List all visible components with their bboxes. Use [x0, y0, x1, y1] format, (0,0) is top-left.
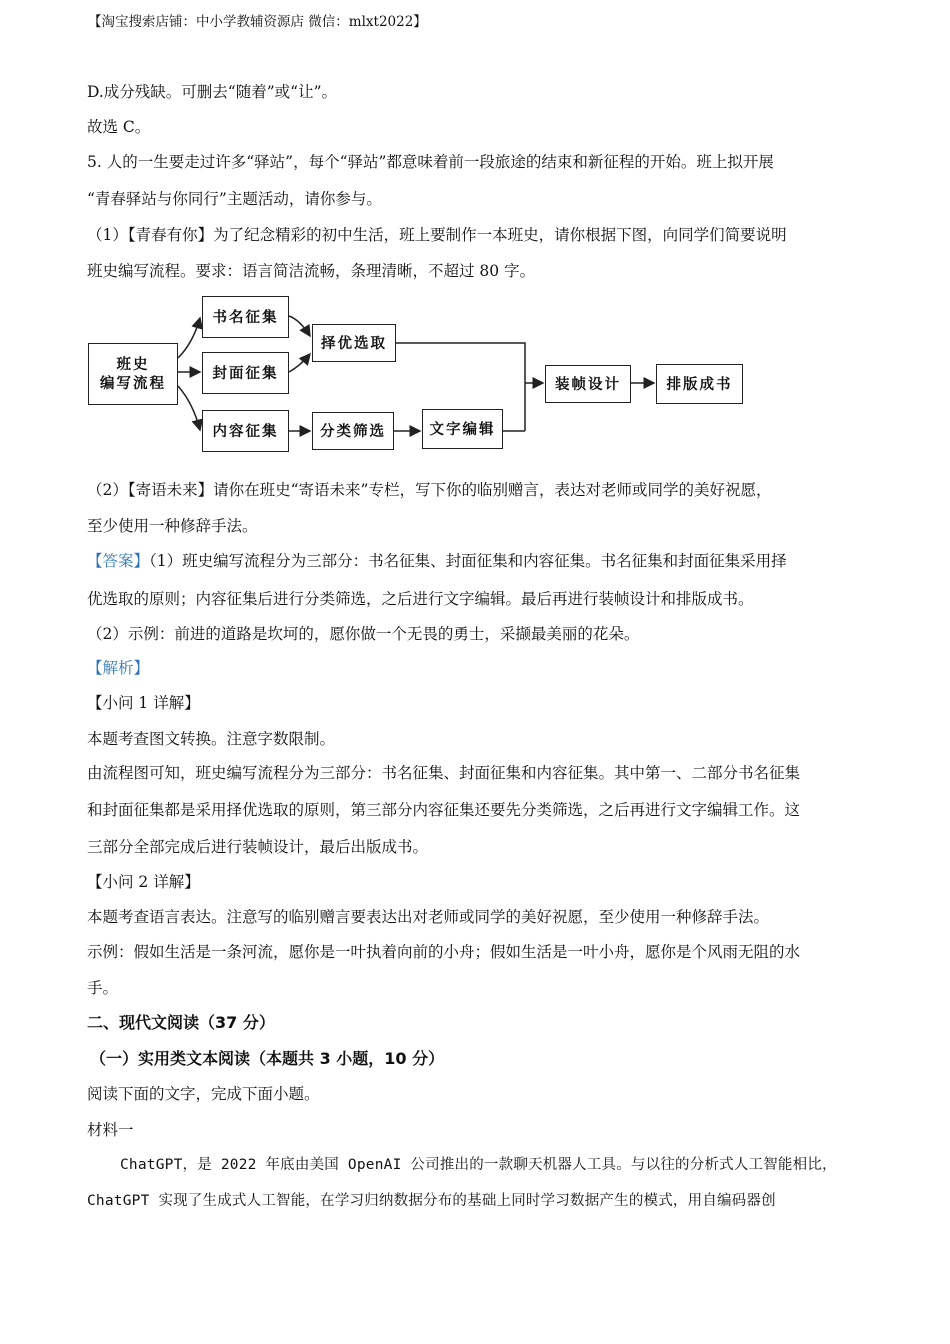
answer-text: （1）班史编写流程分为三部分：书名征集、封面征集和内容征集。书名征集和封面征集采用择	[149, 552, 787, 570]
arrow-start-to-content	[178, 386, 200, 430]
arrow-bookname-to-select	[289, 316, 310, 336]
option-d-explanation: D.成分残缺。可删去“随着”或“让”。	[87, 83, 337, 101]
flow-book-name-node: 书名征集	[202, 296, 289, 338]
flow-design-node: 装帧设计	[545, 365, 631, 403]
analysis-2-example: 示例：假如生活是一条河流，愿你是一叶执着向前的小舟；假如生活是一叶小舟，愿你是个风雨无阻的水	[87, 943, 801, 961]
flow-start-label-2: 编写流程	[100, 375, 166, 392]
analysis-2-example-end: 手。	[87, 979, 119, 997]
flow-publish-node: 排版成书	[656, 364, 743, 404]
flow-select-best-node: 择优选取	[312, 324, 396, 362]
sub-question-1-detail-heading: 【小问 1 详解】	[87, 694, 200, 712]
answer-text-cont: 优选取的原则；内容征集后进行分类筛选，之后进行文字编辑。最后再进行装帧设计和排版成书。	[87, 590, 754, 608]
analysis-tag: 【解析】	[87, 659, 150, 677]
analysis-1-body-cont: 和封面征集都是采用择优选取的原则，第三部分内容征集还要先分类筛选，之后再进行文字编辑工作。这	[87, 801, 801, 819]
sub-question-2-detail-heading: 【小问 2 详解】	[87, 873, 200, 891]
subsection-heading: （一）实用类文本阅读（本题共 3 小题，10 分）	[90, 1049, 445, 1068]
question-5-intro-cont: “青春驿站与你同行”主题活动，请你参与。	[87, 190, 382, 208]
page-header: 【淘宝搜索店铺：中小学教辅资源店 微信：mlxt2022】	[88, 14, 427, 30]
section-heading: 二、现代文阅读（37 分）	[87, 1013, 275, 1032]
sub-question-2: （2）【寄语未来】请你在班史“寄语未来”专栏，写下你的临别赠言，表达对老师或同学的美好祝愿，	[87, 481, 772, 499]
arrow-cover-to-select	[289, 354, 310, 372]
flow-cover-node: 封面征集	[202, 352, 289, 394]
flow-start-node	[88, 343, 178, 405]
flow-content-node: 内容征集	[202, 410, 289, 452]
reading-instruction: 阅读下面的文字，完成下面小题。	[87, 1085, 320, 1103]
question-5-intro: 5. 人的一生要走过许多“驿站”，每个“驿站”都意味着前一段旅途的结束和新征程的开始。班上拟开展	[87, 153, 774, 171]
flowchart-connectors	[85, 288, 745, 458]
sub-question-1: （1）【青春有你】为了纪念精彩的初中生活，班上要制作一本班史，请你根据下图，向同学们简要说明	[87, 226, 787, 244]
flow-classify-node: 分类筛选	[312, 412, 394, 450]
answer-tag: 【答案】	[87, 552, 150, 570]
analysis-1-body: 由流程图可知，班史编写流程分为三部分：书名征集、封面征集和内容征集。其中第一、二部分书名征集	[87, 764, 801, 782]
sub-question-2-cont: 至少使用一种修辞手法。	[87, 517, 258, 535]
arrow-start-to-bookname	[178, 318, 200, 358]
analysis-1-body-end: 三部分全部完成后进行装帧设计，最后出版成书。	[87, 838, 429, 856]
material-1-paragraph-cont: ChatGPT 实现了生成式人工智能，在学习归纳数据分布的基础上同时学习数据产生的模式，用自编码器创	[87, 1193, 776, 1209]
analysis-1-intro: 本题考查图文转换。注意字数限制。	[87, 730, 336, 748]
material-1-paragraph: ChatGPT，是 2022 年底由美国 OpenAI 公司推出的一款聊天机器人工具。与以往的分析式人工智能相比，	[120, 1157, 837, 1173]
answer-choice: 故选 C。	[87, 118, 151, 136]
answer-paragraph	[87, 551, 787, 571]
sub-question-1-cont: 班史编写流程。要求：语言简洁流畅，条理清晰，不超过 80 字。	[87, 262, 536, 280]
flow-edit-node: 文字编辑	[422, 409, 503, 449]
material-1-label: 材料一	[87, 1121, 134, 1139]
answer-2-example: （2）示例：前进的道路是坎坷的，愿你做一个无畏的勇士，采撷最美丽的花朵。	[87, 625, 640, 643]
flow-start-label-1: 班史	[116, 356, 150, 373]
analysis-2-intro: 本题考查语言表达。注意写的临别赠言要表达出对老师或同学的美好祝愿，至少使用一种修辞手法。	[87, 908, 770, 926]
